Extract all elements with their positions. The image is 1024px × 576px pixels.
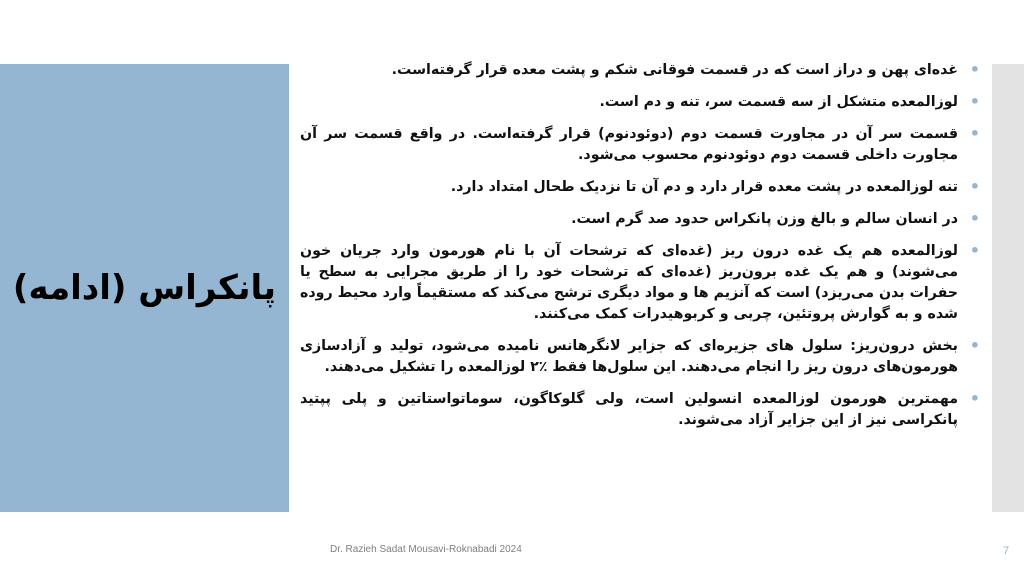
bullet-item [300, 92, 980, 113]
bullet-text: مهمترین هورمون لوزالمعده انسولین است، ولی گلوکاگون، سوماتواستاتین و پلی پپتید پانکراسی نیز از این جزایر آزاد می‌شوند. [300, 391, 958, 428]
page-number: 7 [1003, 545, 1010, 557]
bullet-item [300, 389, 980, 431]
bullet-dot-icon: • [969, 124, 980, 143]
bullet-text: تنه لوزالمعده در پشت معده قرار دارد و دم آن تا نزدیک طحال امتداد دارد. [450, 179, 958, 195]
bullet-item [300, 336, 980, 378]
bullet-text: لوزالمعده هم یک غده درون ریز (غده‌ای که ترشحات آن با نام هورمون وارد جریان خون می‌شوند) و هم یک غده برون‌ریز (غده‌ای که ترشحات خود را از طریق مجرایی به سطح یا حفرات بدن می‌ریزد) است که آنزیم ها و مواد دیگری ترشح می‌کند که مستقیماً وارد محیط روده شده و به گوارش پروتئین، چربی و کربوهیدرات کمک می‌کنند. [300, 243, 958, 322]
bullet-item [300, 209, 980, 230]
bullet-dot-icon: • [969, 92, 980, 111]
bullet-dot-icon: • [969, 241, 980, 260]
bullet-list [300, 60, 980, 512]
bullet-dot-icon: • [969, 60, 980, 79]
bullet-text: بخش درون‌ریز: سلول های جزیره‌ای که جزایر لانگرهانس نامیده می‌شود، تولید و آزادسازی هورمون‌های درون ریز را انجام می‌دهند. این سلول‌ها فقط ٪۲ لوزالمعده را تشکیل می‌دهند. [300, 338, 958, 375]
bullet-text: لوزالمعده متشکل از سه قسمت سر، تنه و دم است. [599, 94, 958, 110]
bullet-dot-icon: • [969, 336, 980, 355]
bullet-item [300, 177, 980, 198]
bullet-dot-icon: • [969, 177, 980, 196]
bullet-text: قسمت سر آن در مجاورت قسمت دوم (دوئودنوم) قرار گرفته‌است. در واقع قسمت سر آن مجاورت داخلی قسمت دوم دوئودنوم محسوب می‌شود. [300, 126, 958, 163]
decorative-side-bar [992, 64, 1024, 512]
bullet-text: غده‌ای پهن و دراز است که در قسمت فوقانی شکم و پشت معده قرار گرفته‌است. [391, 62, 958, 78]
bullet-item [300, 60, 980, 81]
bullet-dot-icon: • [969, 389, 980, 408]
bullet-item [300, 124, 980, 166]
bullet-item [300, 241, 980, 325]
title-panel [0, 64, 289, 512]
slide-title: پانکراس (ادامه) [12, 268, 277, 308]
footer-credit: Dr. Razieh Sadat Mousavi-Roknabadi 2024 [330, 544, 522, 555]
bullet-text: در انسان سالم و بالغ وزن پانکراس حدود صد گرم است. [571, 211, 958, 227]
bullet-dot-icon: • [969, 209, 980, 228]
